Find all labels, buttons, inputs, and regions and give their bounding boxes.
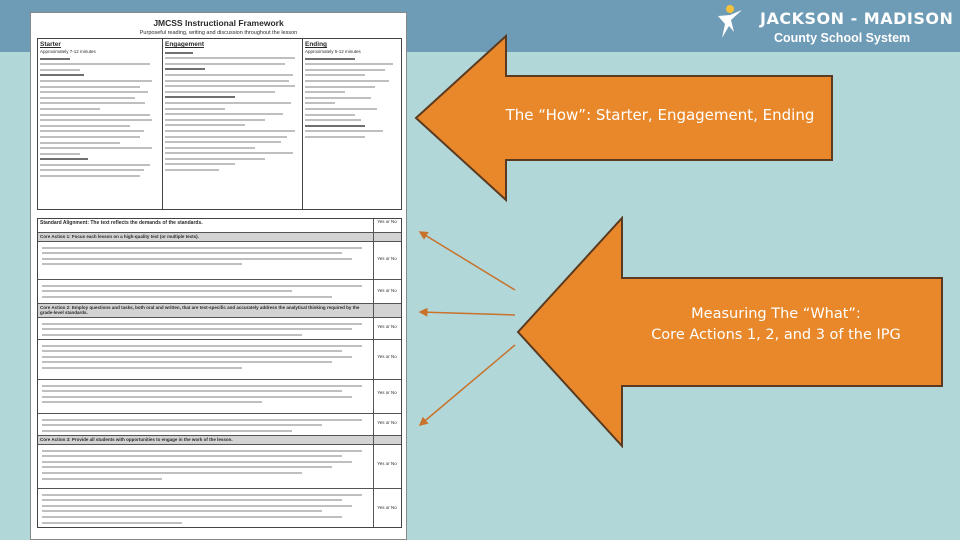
starter-heading: Starter	[40, 41, 61, 48]
what-callout-arrow	[516, 216, 944, 448]
engagement-column	[163, 39, 303, 209]
standard-alignment-table	[37, 218, 402, 528]
yes-no-3: Yes or No	[377, 324, 397, 329]
document-subtitle: Purposeful reading, writing and discussion throughout the lesson	[139, 30, 298, 36]
logo-title: JACKSON - MADISON	[760, 9, 954, 28]
connector-arrow-3	[420, 345, 515, 425]
framework-document	[30, 12, 407, 540]
core-action-1-row	[38, 233, 401, 242]
yes-no-8: Yes or No	[377, 505, 397, 510]
ending-meta: Approximately 5-12 minutes	[305, 49, 361, 54]
starter-column	[38, 39, 163, 209]
what-callout-text	[616, 304, 936, 346]
core-action-3-row	[38, 436, 401, 445]
ending-heading: Ending	[305, 41, 328, 48]
how-callout-text: The “How”: Starter, Engagement, Ending	[505, 106, 815, 124]
core-action-2-label: Core Action 2: Employ questions and tasks, both oral and written, that are text-specific and accurately address the analytical thinking required by the grade-level standards.	[38, 304, 374, 317]
starter-meta: Approximately 7-12 minutes	[40, 49, 96, 54]
yes-no-header: Yes or No	[377, 219, 397, 224]
connector-arrow-1	[420, 232, 515, 290]
yes-no-4: Yes or No	[377, 354, 397, 359]
logo-subtitle: County School System	[774, 31, 911, 45]
yes-no-5: Yes or No	[377, 390, 397, 395]
connector-arrow-2	[420, 312, 515, 315]
what-callout-line-1: Measuring The “What”:	[691, 306, 861, 322]
alignment-header-row	[38, 219, 401, 233]
ending-column	[303, 39, 403, 209]
core-action-3-label: Core Action 3: Provide all students with opportunities to engage in the work of the lesson.	[38, 436, 374, 444]
yes-no-6: Yes or No	[377, 420, 397, 425]
yes-no-2: Yes or No	[377, 288, 397, 293]
yes-no-1: Yes or No	[377, 256, 397, 261]
alignment-header: Standard Alignment: The text reflects the demands of the standards.	[40, 220, 203, 226]
document-title: JMCSS Instructional Framework	[153, 18, 284, 28]
how-callout-arrow	[414, 34, 834, 202]
phases-table	[37, 38, 402, 210]
core-action-1-label: Core Action 1: Focus each lesson on a high-quality text (or multiple texts).	[38, 233, 374, 241]
engagement-heading: Engagement	[165, 41, 205, 48]
what-callout-line-2: Core Actions 1, 2, and 3 of the IPG	[651, 327, 901, 343]
core-action-2-row	[38, 304, 401, 318]
yes-no-7: Yes or No	[377, 461, 397, 466]
